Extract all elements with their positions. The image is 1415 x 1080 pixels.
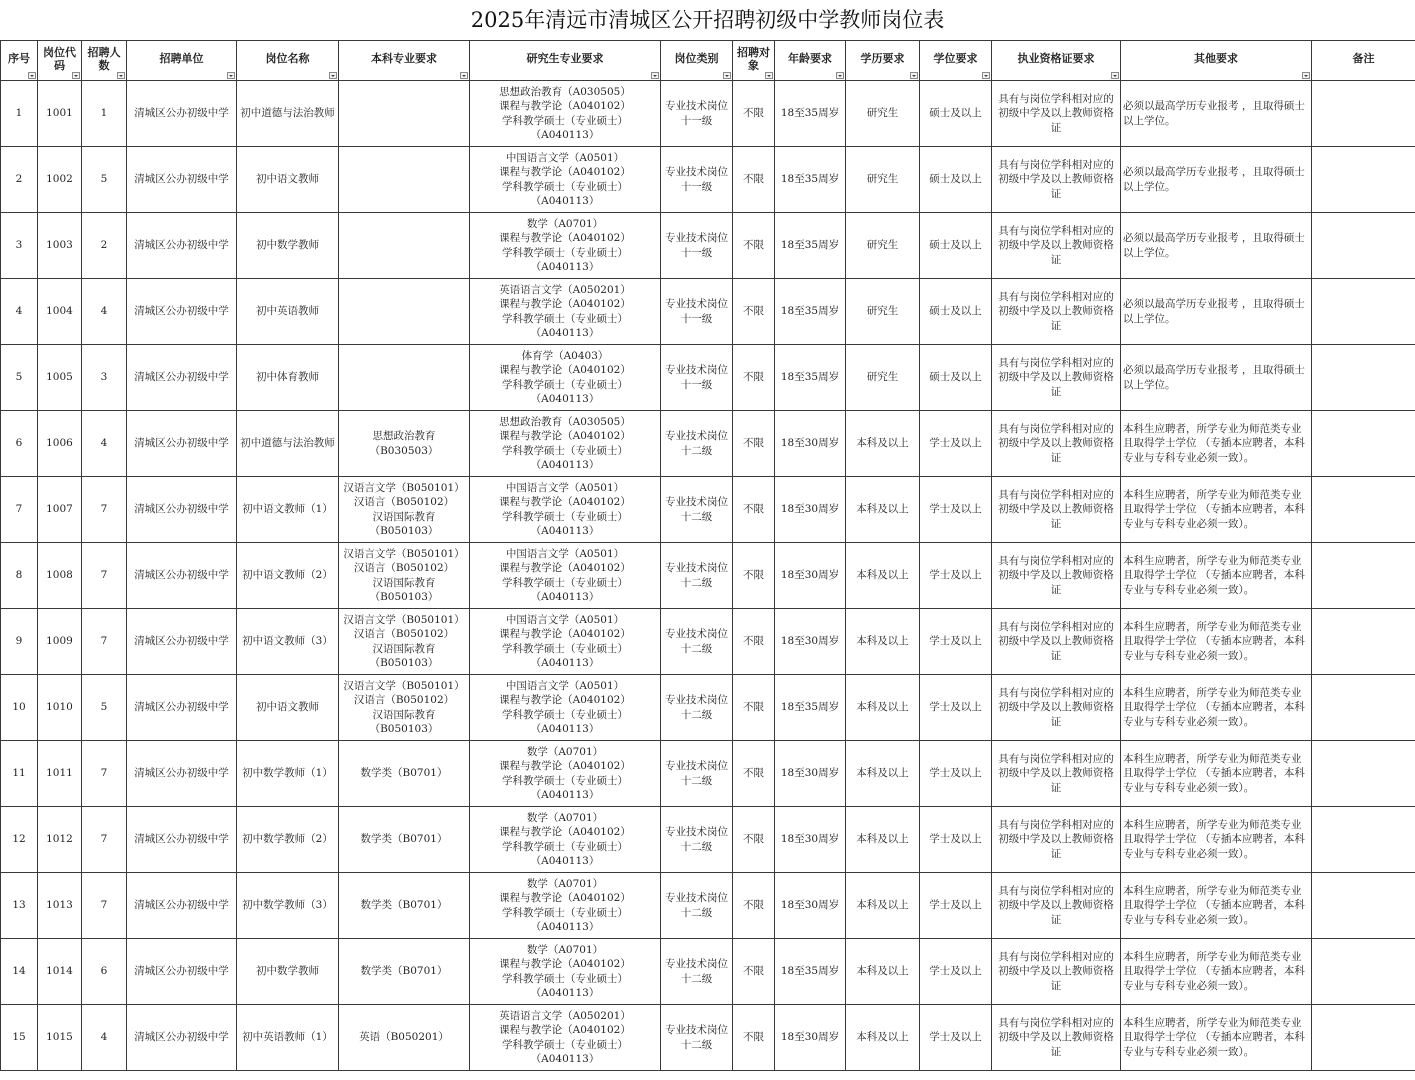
page-title: 2025年清远市清城区公开招聘初级中学教师岗位表 xyxy=(470,8,945,32)
cell-certificate: 具有与岗位学科相对应的初级中学及以上教师资格证 xyxy=(992,873,1121,939)
cell-age: 18至30周岁 xyxy=(775,1005,846,1071)
cell-education: 本科及以上 xyxy=(846,543,920,609)
cell-certificate: 具有与岗位学科相对应的初级中学及以上教师资格证 xyxy=(992,609,1121,675)
cell-category: 专业技术岗位十一级 xyxy=(661,345,733,411)
cell-position: 初中英语教师 xyxy=(237,279,339,345)
cell-degree: 学士及以上 xyxy=(920,939,992,1005)
cell-target: 不限 xyxy=(733,939,775,1005)
table-row xyxy=(1,147,1415,213)
cell-position: 初中道德与法治教师 xyxy=(237,411,339,477)
cell-bachelor-major xyxy=(339,279,470,345)
cell-seq: 10 xyxy=(1,675,38,741)
cell-other: 必须以最高学历专业报考 ，且取得硕士以上学位。 xyxy=(1121,345,1312,411)
cell-seq: 9 xyxy=(1,609,38,675)
cell-bachelor-major xyxy=(339,345,470,411)
column-header-other xyxy=(1121,41,1312,81)
cell-bachelor-major: 英语（B050201） xyxy=(339,1005,470,1071)
filter-dropdown-icon[interactable] xyxy=(460,72,468,79)
filter-dropdown-icon[interactable] xyxy=(836,72,844,79)
cell-graduate-major: 英语语言文学（A050201） 课程与教学论（A040102） 学科教学硕士（专业硕士） （A040113） xyxy=(470,279,661,345)
cell-count: 7 xyxy=(82,873,127,939)
cell-degree: 学士及以上 xyxy=(920,1005,992,1071)
cell-count: 3 xyxy=(82,345,127,411)
cell-bachelor-major: 汉语言文学（B050101） 汉语言（B050102） 汉语国际教育 （B050103） xyxy=(339,675,470,741)
cell-code: 1005 xyxy=(38,345,82,411)
cell-certificate: 具有与岗位学科相对应的初级中学及以上教师资格证 xyxy=(992,213,1121,279)
cell-graduate-major: 思想政治教育（A030505） 课程与教学论（A040102） 学科教学硕士（专业硕士） （A040113） xyxy=(470,81,661,147)
header-row xyxy=(1,41,1415,81)
cell-category: 专业技术岗位十二级 xyxy=(661,411,733,477)
table-row xyxy=(1,741,1415,807)
cell-unit: 清城区公办初级中学 xyxy=(127,81,237,147)
cell-target: 不限 xyxy=(733,477,775,543)
cell-position: 初中语文教师 xyxy=(237,147,339,213)
cell-other: 本科生应聘者，所学专业为师范类专业且取得学士学位 （专插本应聘者，本科专业与专科专业必须一致）。 xyxy=(1121,939,1312,1005)
cell-other: 本科生应聘者，所学专业为师范类专业且取得学士学位 （专插本应聘者，本科专业与专科专业必须一致）。 xyxy=(1121,477,1312,543)
cell-age: 18至30周岁 xyxy=(775,609,846,675)
cell-target: 不限 xyxy=(733,411,775,477)
cell-category: 专业技术岗位十二级 xyxy=(661,675,733,741)
cell-other: 本科生应聘者，所学专业为师范类专业且取得学士学位 （专插本应聘者，本科专业与专科专业必须一致）。 xyxy=(1121,741,1312,807)
cell-count: 4 xyxy=(82,1005,127,1071)
cell-seq: 2 xyxy=(1,147,38,213)
cell-remark xyxy=(1312,873,1415,939)
filter-dropdown-icon[interactable] xyxy=(910,72,918,79)
cell-bachelor-major xyxy=(339,81,470,147)
cell-unit: 清城区公办初级中学 xyxy=(127,345,237,411)
column-header-label: 备注 xyxy=(1352,52,1375,65)
filter-dropdown-icon[interactable] xyxy=(765,72,773,79)
table-row xyxy=(1,675,1415,741)
cell-education: 本科及以上 xyxy=(846,477,920,543)
cell-seq: 14 xyxy=(1,939,38,1005)
column-header-label: 学历要求 xyxy=(860,52,905,65)
cell-target: 不限 xyxy=(733,675,775,741)
cell-category: 专业技术岗位十一级 xyxy=(661,213,733,279)
filter-dropdown-icon[interactable] xyxy=(723,72,731,79)
column-header-label: 岗位代码 xyxy=(43,45,76,72)
cell-remark xyxy=(1312,213,1415,279)
column-header-age xyxy=(775,41,846,81)
table-row xyxy=(1,345,1415,411)
cell-age: 18至30周岁 xyxy=(775,807,846,873)
cell-category: 专业技术岗位十二级 xyxy=(661,1005,733,1071)
cell-code: 1010 xyxy=(38,675,82,741)
cell-target: 不限 xyxy=(733,81,775,147)
cell-target: 不限 xyxy=(733,741,775,807)
cell-code: 1014 xyxy=(38,939,82,1005)
cell-education: 研究生 xyxy=(846,279,920,345)
cell-position: 初中数学教师（3） xyxy=(237,873,339,939)
cell-category: 专业技术岗位十二级 xyxy=(661,741,733,807)
cell-remark xyxy=(1312,609,1415,675)
cell-position: 初中语文教师 xyxy=(237,675,339,741)
filter-dropdown-icon[interactable] xyxy=(72,72,80,79)
cell-unit: 清城区公办初级中学 xyxy=(127,807,237,873)
cell-count: 7 xyxy=(82,543,127,609)
cell-category: 专业技术岗位十一级 xyxy=(661,279,733,345)
column-header-remark xyxy=(1312,41,1415,81)
cell-category: 专业技术岗位十二级 xyxy=(661,939,733,1005)
column-header-label: 招聘单位 xyxy=(159,52,204,65)
cell-certificate: 具有与岗位学科相对应的初级中学及以上教师资格证 xyxy=(992,477,1121,543)
cell-unit: 清城区公办初级中学 xyxy=(127,741,237,807)
cell-degree: 学士及以上 xyxy=(920,543,992,609)
cell-seq: 15 xyxy=(1,1005,38,1071)
cell-target: 不限 xyxy=(733,345,775,411)
cell-category: 专业技术岗位十二级 xyxy=(661,477,733,543)
cell-graduate-major: 中国语言文学（A0501） 课程与教学论（A040102） 学科教学硕士（专业硕士） （A040113） xyxy=(470,147,661,213)
cell-seq: 3 xyxy=(1,213,38,279)
cell-category: 专业技术岗位十二级 xyxy=(661,609,733,675)
cell-other: 本科生应聘者，所学专业为师范类专业且取得学士学位 （专插本应聘者，本科专业与专科专业必须一致）。 xyxy=(1121,675,1312,741)
cell-count: 5 xyxy=(82,675,127,741)
cell-other: 本科生应聘者，所学专业为师范类专业且取得学士学位 （专插本应聘者，本科专业与专科专业必须一致）。 xyxy=(1121,543,1312,609)
column-header-position xyxy=(237,41,339,81)
filter-dropdown-icon[interactable] xyxy=(329,72,337,79)
cell-count: 7 xyxy=(82,741,127,807)
cell-remark xyxy=(1312,279,1415,345)
cell-age: 18至35周岁 xyxy=(775,147,846,213)
table-row xyxy=(1,279,1415,345)
cell-certificate: 具有与岗位学科相对应的初级中学及以上教师资格证 xyxy=(992,279,1121,345)
cell-unit: 清城区公办初级中学 xyxy=(127,147,237,213)
cell-degree: 硕士及以上 xyxy=(920,81,992,147)
cell-age: 18至30周岁 xyxy=(775,477,846,543)
cell-count: 2 xyxy=(82,213,127,279)
cell-target: 不限 xyxy=(733,213,775,279)
cell-bachelor-major: 汉语言文学（B050101） 汉语言（B050102） 汉语国际教育 （B050103） xyxy=(339,477,470,543)
cell-degree: 硕士及以上 xyxy=(920,279,992,345)
cell-bachelor-major: 汉语言文学（B050101） 汉语言（B050102） 汉语国际教育 （B050103） xyxy=(339,543,470,609)
filter-dropdown-icon[interactable] xyxy=(117,72,125,79)
cell-code: 1012 xyxy=(38,807,82,873)
cell-certificate: 具有与岗位学科相对应的初级中学及以上教师资格证 xyxy=(992,939,1121,1005)
column-header-bachelor-major xyxy=(339,41,470,81)
cell-bachelor-major: 数学类（B0701） xyxy=(339,873,470,939)
cell-count: 5 xyxy=(82,147,127,213)
cell-degree: 学士及以上 xyxy=(920,477,992,543)
cell-category: 专业技术岗位十二级 xyxy=(661,543,733,609)
cell-position: 初中数学教师（2） xyxy=(237,807,339,873)
cell-degree: 学士及以上 xyxy=(920,873,992,939)
cell-unit: 清城区公办初级中学 xyxy=(127,279,237,345)
cell-seq: 4 xyxy=(1,279,38,345)
cell-education: 本科及以上 xyxy=(846,609,920,675)
cell-position: 初中英语教师（1） xyxy=(237,1005,339,1071)
table-row xyxy=(1,411,1415,477)
cell-graduate-major: 英语语言文学（A050201） 课程与教学论（A040102） 学科教学硕士（专业硕士） （A040113） xyxy=(470,1005,661,1071)
cell-seq: 5 xyxy=(1,345,38,411)
cell-remark xyxy=(1312,939,1415,1005)
column-header-count xyxy=(82,41,127,81)
cell-count: 6 xyxy=(82,939,127,1005)
cell-certificate: 具有与岗位学科相对应的初级中学及以上教师资格证 xyxy=(992,543,1121,609)
cell-certificate: 具有与岗位学科相对应的初级中学及以上教师资格证 xyxy=(992,741,1121,807)
cell-remark xyxy=(1312,807,1415,873)
cell-degree: 学士及以上 xyxy=(920,807,992,873)
column-header-seq xyxy=(1,41,38,81)
cell-other: 必须以最高学历专业报考 ，且取得硕士以上学位。 xyxy=(1121,81,1312,147)
cell-position: 初中道德与法治教师 xyxy=(237,81,339,147)
cell-certificate: 具有与岗位学科相对应的初级中学及以上教师资格证 xyxy=(992,1005,1121,1071)
cell-other: 本科生应聘者，所学专业为师范类专业且取得学士学位 （专插本应聘者，本科专业与专科专业必须一致）。 xyxy=(1121,807,1312,873)
cell-position: 初中数学教师 xyxy=(237,939,339,1005)
cell-remark xyxy=(1312,147,1415,213)
column-header-unit xyxy=(127,41,237,81)
job-table xyxy=(0,40,1415,1071)
filter-dropdown-icon[interactable] xyxy=(982,72,990,79)
cell-other: 必须以最高学历专业报考 ，且取得硕士以上学位。 xyxy=(1121,213,1312,279)
column-header-label: 执业资格证要求 xyxy=(1017,52,1095,65)
column-header-label: 招聘对象 xyxy=(737,45,770,72)
cell-code: 1003 xyxy=(38,213,82,279)
cell-remark xyxy=(1312,741,1415,807)
filter-dropdown-icon[interactable] xyxy=(28,72,36,79)
cell-remark xyxy=(1312,81,1415,147)
cell-graduate-major: 中国语言文学（A0501） 课程与教学论（A040102） 学科教学硕士（专业硕士） （A040113） xyxy=(470,543,661,609)
cell-graduate-major: 数学（A0701） 课程与教学论（A040102） 学科教学硕士（专业硕士） （A040113） xyxy=(470,741,661,807)
cell-education: 研究生 xyxy=(846,213,920,279)
cell-count: 7 xyxy=(82,609,127,675)
cell-code: 1004 xyxy=(38,279,82,345)
cell-category: 专业技术岗位十一级 xyxy=(661,81,733,147)
cell-degree: 学士及以上 xyxy=(920,741,992,807)
cell-category: 专业技术岗位十一级 xyxy=(661,147,733,213)
cell-unit: 清城区公办初级中学 xyxy=(127,477,237,543)
column-header-label: 岗位类别 xyxy=(674,52,719,65)
cell-bachelor-major xyxy=(339,147,470,213)
cell-graduate-major: 体育学（A0403） 课程与教学论（A040102） 学科教学硕士（专业硕士） （A040113） xyxy=(470,345,661,411)
cell-education: 本科及以上 xyxy=(846,675,920,741)
cell-unit: 清城区公办初级中学 xyxy=(127,675,237,741)
cell-age: 18至30周岁 xyxy=(775,543,846,609)
table-row xyxy=(1,609,1415,675)
cell-degree: 硕士及以上 xyxy=(920,213,992,279)
cell-bachelor-major: 汉语言文学（B050101） 汉语言（B050102） 汉语国际教育 （B050103） xyxy=(339,609,470,675)
table-row xyxy=(1,807,1415,873)
cell-education: 本科及以上 xyxy=(846,873,920,939)
cell-remark xyxy=(1312,411,1415,477)
cell-code: 1007 xyxy=(38,477,82,543)
cell-certificate: 具有与岗位学科相对应的初级中学及以上教师资格证 xyxy=(992,81,1121,147)
cell-certificate: 具有与岗位学科相对应的初级中学及以上教师资格证 xyxy=(992,411,1121,477)
cell-bachelor-major: 数学类（B0701） xyxy=(339,807,470,873)
cell-code: 1015 xyxy=(38,1005,82,1071)
cell-other: 本科生应聘者，所学专业为师范类专业且取得学士学位 （专插本应聘者，本科专业与专科专业必须一致）。 xyxy=(1121,411,1312,477)
column-header-label: 招聘人数 xyxy=(87,45,121,72)
table-row xyxy=(1,213,1415,279)
cell-seq: 7 xyxy=(1,477,38,543)
column-header-education xyxy=(846,41,920,81)
cell-bachelor-major: 思想政治教育 （B030503） xyxy=(339,411,470,477)
column-header-certificate xyxy=(992,41,1121,81)
cell-remark xyxy=(1312,543,1415,609)
column-header-label: 本科专业要求 xyxy=(371,52,437,65)
cell-target: 不限 xyxy=(733,1005,775,1071)
cell-age: 18至35周岁 xyxy=(775,213,846,279)
cell-target: 不限 xyxy=(733,147,775,213)
cell-other: 必须以最高学历专业报考 ，且取得硕士以上学位。 xyxy=(1121,279,1312,345)
cell-seq: 11 xyxy=(1,741,38,807)
cell-unit: 清城区公办初级中学 xyxy=(127,939,237,1005)
table-row xyxy=(1,81,1415,147)
column-header-label: 岗位名称 xyxy=(265,52,310,65)
cell-graduate-major: 数学（A0701） 课程与教学论（A040102） 学科教学硕士（专业硕士） （A040113） xyxy=(470,939,661,1005)
cell-count: 1 xyxy=(82,81,127,147)
cell-position: 初中数学教师 xyxy=(237,213,339,279)
cell-unit: 清城区公办初级中学 xyxy=(127,873,237,939)
cell-education: 本科及以上 xyxy=(846,741,920,807)
cell-position: 初中语文教师（2） xyxy=(237,543,339,609)
cell-unit: 清城区公办初级中学 xyxy=(127,609,237,675)
cell-age: 18至35周岁 xyxy=(775,345,846,411)
table-row xyxy=(1,477,1415,543)
cell-certificate: 具有与岗位学科相对应的初级中学及以上教师资格证 xyxy=(992,807,1121,873)
column-header-label: 学位要求 xyxy=(933,52,978,65)
cell-category: 专业技术岗位十二级 xyxy=(661,807,733,873)
cell-code: 1002 xyxy=(38,147,82,213)
cell-code: 1006 xyxy=(38,411,82,477)
cell-degree: 学士及以上 xyxy=(920,675,992,741)
cell-degree: 硕士及以上 xyxy=(920,147,992,213)
cell-count: 4 xyxy=(82,279,127,345)
cell-count: 4 xyxy=(82,411,127,477)
cell-code: 1001 xyxy=(38,81,82,147)
cell-unit: 清城区公办初级中学 xyxy=(127,1005,237,1071)
cell-seq: 1 xyxy=(1,81,38,147)
cell-other: 必须以最高学历专业报考 ，且取得硕士以上学位。 xyxy=(1121,147,1312,213)
cell-position: 初中语文教师（1） xyxy=(237,477,339,543)
cell-position: 初中语文教师（3） xyxy=(237,609,339,675)
table-body xyxy=(1,81,1415,1071)
cell-seq: 12 xyxy=(1,807,38,873)
cell-seq: 13 xyxy=(1,873,38,939)
cell-target: 不限 xyxy=(733,279,775,345)
cell-bachelor-major: 数学类（B0701） xyxy=(339,939,470,1005)
column-header-label: 年龄要求 xyxy=(788,52,832,65)
cell-age: 18至35周岁 xyxy=(775,279,846,345)
cell-target: 不限 xyxy=(733,873,775,939)
cell-seq: 6 xyxy=(1,411,38,477)
cell-degree: 学士及以上 xyxy=(920,411,992,477)
cell-graduate-major: 中国语言文学（A0501） 课程与教学论（A040102） 学科教学硕士（专业硕士） （A040113） xyxy=(470,477,661,543)
cell-seq: 8 xyxy=(1,543,38,609)
cell-age: 18至30周岁 xyxy=(775,411,846,477)
cell-other: 本科生应聘者，所学专业为师范类专业且取得学士学位 （专插本应聘者，本科专业与专科专业必须一致）。 xyxy=(1121,1005,1312,1071)
cell-position: 初中数学教师（1） xyxy=(237,741,339,807)
filter-dropdown-icon[interactable] xyxy=(227,72,235,79)
cell-age: 18至30周岁 xyxy=(775,741,846,807)
table-row xyxy=(1,1005,1415,1071)
cell-education: 研究生 xyxy=(846,345,920,411)
cell-count: 7 xyxy=(82,807,127,873)
column-header-code xyxy=(38,41,82,81)
cell-age: 18至35周岁 xyxy=(775,675,846,741)
cell-remark xyxy=(1312,345,1415,411)
column-header-label: 研究生专业要求 xyxy=(526,52,604,65)
table-row xyxy=(1,543,1415,609)
table-row xyxy=(1,939,1415,1005)
filter-dropdown-icon[interactable] xyxy=(1111,72,1119,79)
cell-age: 18至30周岁 xyxy=(775,873,846,939)
cell-graduate-major: 中国语言文学（A0501） 课程与教学论（A040102） 学科教学硕士（专业硕士） （A040113） xyxy=(470,675,661,741)
cell-certificate: 具有与岗位学科相对应的初级中学及以上教师资格证 xyxy=(992,147,1121,213)
cell-unit: 清城区公办初级中学 xyxy=(127,411,237,477)
cell-graduate-major: 数学（A0701） 课程与教学论（A040102） 学科教学硕士（专业硕士） （A040113） xyxy=(470,873,661,939)
cell-certificate: 具有与岗位学科相对应的初级中学及以上教师资格证 xyxy=(992,675,1121,741)
cell-age: 18至35周岁 xyxy=(775,81,846,147)
cell-education: 本科及以上 xyxy=(846,1005,920,1071)
cell-age: 18至35周岁 xyxy=(775,939,846,1005)
cell-education: 研究生 xyxy=(846,81,920,147)
cell-unit: 清城区公办初级中学 xyxy=(127,543,237,609)
cell-category: 专业技术岗位十二级 xyxy=(661,873,733,939)
cell-degree: 学士及以上 xyxy=(920,609,992,675)
cell-education: 本科及以上 xyxy=(846,939,920,1005)
filter-dropdown-icon[interactable] xyxy=(1302,72,1310,79)
cell-education: 本科及以上 xyxy=(846,807,920,873)
cell-remark xyxy=(1312,675,1415,741)
cell-code: 1009 xyxy=(38,609,82,675)
cell-certificate: 具有与岗位学科相对应的初级中学及以上教师资格证 xyxy=(992,345,1121,411)
cell-unit: 清城区公办初级中学 xyxy=(127,213,237,279)
cell-bachelor-major xyxy=(339,213,470,279)
cell-graduate-major: 中国语言文学（A0501） 课程与教学论（A040102） 学科教学硕士（专业硕士） （A040113） xyxy=(470,609,661,675)
cell-remark xyxy=(1312,477,1415,543)
cell-education: 研究生 xyxy=(846,147,920,213)
column-header-graduate-major xyxy=(470,41,661,81)
cell-graduate-major: 数学（A0701） 课程与教学论（A040102） 学科教学硕士（专业硕士） （A040113） xyxy=(470,807,661,873)
filter-dropdown-icon[interactable] xyxy=(651,72,659,79)
column-header-degree xyxy=(920,41,992,81)
cell-code: 1008 xyxy=(38,543,82,609)
cell-target: 不限 xyxy=(733,609,775,675)
column-header-label: 其他要求 xyxy=(1194,52,1238,65)
column-header-category xyxy=(661,41,733,81)
cell-target: 不限 xyxy=(733,807,775,873)
cell-remark xyxy=(1312,1005,1415,1071)
cell-other: 本科生应聘者，所学专业为师范类专业且取得学士学位 （专插本应聘者，本科专业与专科专业必须一致）。 xyxy=(1121,609,1312,675)
cell-bachelor-major: 数学类（B0701） xyxy=(339,741,470,807)
cell-target: 不限 xyxy=(733,543,775,609)
table-row xyxy=(1,873,1415,939)
cell-education: 本科及以上 xyxy=(846,411,920,477)
cell-code: 1013 xyxy=(38,873,82,939)
column-header-target xyxy=(733,41,775,81)
cell-count: 7 xyxy=(82,477,127,543)
cell-code: 1011 xyxy=(38,741,82,807)
cell-other: 本科生应聘者，所学专业为师范类专业且取得学士学位 （专插本应聘者，本科专业与专科专业必须一致）。 xyxy=(1121,873,1312,939)
cell-degree: 硕士及以上 xyxy=(920,345,992,411)
cell-graduate-major: 数学（A0701） 课程与教学论（A040102） 学科教学硕士（专业硕士） （A040113） xyxy=(470,213,661,279)
cell-graduate-major: 思想政治教育（A030505） 课程与教学论（A040102） 学科教学硕士（专业硕士） （A040113） xyxy=(470,411,661,477)
column-header-label: 序号 xyxy=(8,52,30,65)
cell-position: 初中体育教师 xyxy=(237,345,339,411)
